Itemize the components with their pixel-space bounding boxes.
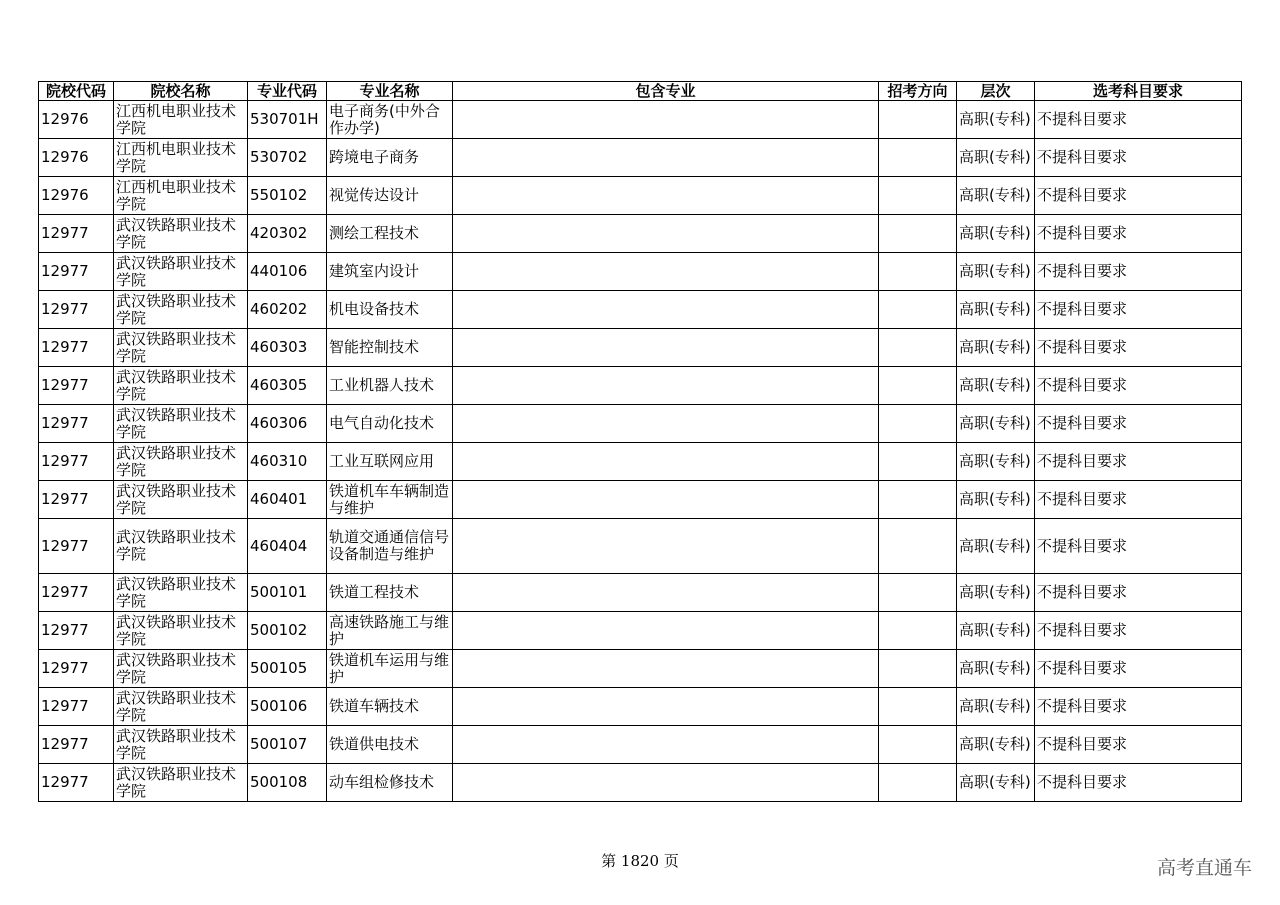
cell-school-name: 武汉铁路职业技术学院	[114, 764, 248, 802]
table-row	[39, 215, 1242, 253]
cell-direction	[879, 291, 957, 329]
table-row	[39, 329, 1242, 367]
table-row	[39, 291, 1242, 329]
cell-subject-requirement: 不提科目要求	[1035, 405, 1242, 443]
cell-level: 高职(专科)	[957, 519, 1035, 574]
cell-school-name: 武汉铁路职业技术学院	[114, 481, 248, 519]
cell-direction	[879, 329, 957, 367]
cell-major-name: 轨道交通通信信号设备制造与维护	[327, 519, 453, 574]
cell-school-code: 12977	[39, 519, 114, 574]
cell-school-name: 江西机电职业技术学院	[114, 177, 248, 215]
cell-school-name: 武汉铁路职业技术学院	[114, 726, 248, 764]
table-row	[39, 405, 1242, 443]
cell-major-name: 铁道车辆技术	[327, 688, 453, 726]
cell-school-name: 武汉铁路职业技术学院	[114, 367, 248, 405]
table-header-row	[39, 82, 1242, 101]
cell-direction	[879, 253, 957, 291]
cell-subject-requirement: 不提科目要求	[1035, 481, 1242, 519]
cell-level: 高职(专科)	[957, 291, 1035, 329]
cell-direction	[879, 443, 957, 481]
cell-major-name: 机电设备技术	[327, 291, 453, 329]
cell-level: 高职(专科)	[957, 367, 1035, 405]
cell-major-code: 460303	[248, 329, 327, 367]
cell-direction	[879, 367, 957, 405]
cell-school-name: 武汉铁路职业技术学院	[114, 574, 248, 612]
cell-major-code: 460305	[248, 367, 327, 405]
cell-subject-requirement: 不提科目要求	[1035, 443, 1242, 481]
cell-school-code: 12976	[39, 101, 114, 139]
cell-direction	[879, 519, 957, 574]
cell-included-majors	[453, 650, 879, 688]
table-row	[39, 367, 1242, 405]
cell-direction	[879, 177, 957, 215]
table-row	[39, 253, 1242, 291]
header-school-code: 院校代码	[39, 82, 114, 101]
cell-school-code: 12976	[39, 139, 114, 177]
cell-included-majors	[453, 329, 879, 367]
cell-major-code: 500101	[248, 574, 327, 612]
cell-school-name: 江西机电职业技术学院	[114, 139, 248, 177]
cell-major-name: 建筑室内设计	[327, 253, 453, 291]
cell-major-name: 测绘工程技术	[327, 215, 453, 253]
cell-included-majors	[453, 101, 879, 139]
cell-major-name: 高速铁路施工与维护	[327, 612, 453, 650]
cell-direction	[879, 215, 957, 253]
cell-school-name: 武汉铁路职业技术学院	[114, 405, 248, 443]
cell-included-majors	[453, 688, 879, 726]
cell-major-code: 500105	[248, 650, 327, 688]
cell-school-code: 12977	[39, 650, 114, 688]
cell-school-name: 武汉铁路职业技术学院	[114, 519, 248, 574]
cell-major-code: 500107	[248, 726, 327, 764]
cell-subject-requirement: 不提科目要求	[1035, 253, 1242, 291]
cell-direction	[879, 726, 957, 764]
cell-school-code: 12977	[39, 726, 114, 764]
cell-subject-requirement: 不提科目要求	[1035, 726, 1242, 764]
table-row	[39, 177, 1242, 215]
cell-level: 高职(专科)	[957, 481, 1035, 519]
cell-subject-requirement: 不提科目要求	[1035, 574, 1242, 612]
cell-direction	[879, 481, 957, 519]
table-row	[39, 612, 1242, 650]
cell-school-code: 12977	[39, 688, 114, 726]
cell-included-majors	[453, 574, 879, 612]
cell-direction	[879, 101, 957, 139]
cell-included-majors	[453, 443, 879, 481]
cell-included-majors	[453, 215, 879, 253]
cell-subject-requirement: 不提科目要求	[1035, 329, 1242, 367]
cell-included-majors	[453, 291, 879, 329]
cell-major-name: 视觉传达设计	[327, 177, 453, 215]
cell-major-name: 跨境电子商务	[327, 139, 453, 177]
cell-level: 高职(专科)	[957, 405, 1035, 443]
cell-level: 高职(专科)	[957, 139, 1035, 177]
cell-level: 高职(专科)	[957, 443, 1035, 481]
cell-level: 高职(专科)	[957, 650, 1035, 688]
cell-direction	[879, 405, 957, 443]
cell-subject-requirement: 不提科目要求	[1035, 139, 1242, 177]
admissions-table	[38, 81, 1242, 802]
cell-included-majors	[453, 177, 879, 215]
cell-school-code: 12977	[39, 481, 114, 519]
header-school-name: 院校名称	[114, 82, 248, 101]
table-row	[39, 101, 1242, 139]
cell-school-name: 江西机电职业技术学院	[114, 101, 248, 139]
table-row	[39, 688, 1242, 726]
header-included-majors: 包含专业	[453, 82, 879, 101]
cell-major-code: 550102	[248, 177, 327, 215]
cell-major-name: 电子商务(中外合作办学)	[327, 101, 453, 139]
cell-level: 高职(专科)	[957, 101, 1035, 139]
cell-major-name: 铁道工程技术	[327, 574, 453, 612]
cell-major-name: 铁道机车运用与维护	[327, 650, 453, 688]
cell-subject-requirement: 不提科目要求	[1035, 101, 1242, 139]
cell-school-code: 12977	[39, 329, 114, 367]
header-level: 层次	[957, 82, 1035, 101]
cell-school-code: 12977	[39, 443, 114, 481]
cell-included-majors	[453, 764, 879, 802]
cell-school-code: 12977	[39, 612, 114, 650]
cell-level: 高职(专科)	[957, 726, 1035, 764]
cell-included-majors	[453, 253, 879, 291]
cell-level: 高职(专科)	[957, 253, 1035, 291]
cell-major-code: 460202	[248, 291, 327, 329]
cell-major-code: 530702	[248, 139, 327, 177]
cell-major-code: 460404	[248, 519, 327, 574]
cell-major-code: 460310	[248, 443, 327, 481]
table-row	[39, 650, 1242, 688]
cell-subject-requirement: 不提科目要求	[1035, 688, 1242, 726]
cell-direction	[879, 574, 957, 612]
header-direction: 招考方向	[879, 82, 957, 101]
cell-major-name: 动车组检修技术	[327, 764, 453, 802]
cell-subject-requirement: 不提科目要求	[1035, 650, 1242, 688]
cell-major-code: 500106	[248, 688, 327, 726]
cell-included-majors	[453, 367, 879, 405]
cell-direction	[879, 650, 957, 688]
table-row	[39, 481, 1242, 519]
cell-major-code: 530701H	[248, 101, 327, 139]
cell-included-majors	[453, 139, 879, 177]
cell-school-code: 12977	[39, 405, 114, 443]
cell-school-code: 12977	[39, 764, 114, 802]
cell-school-code: 12977	[39, 574, 114, 612]
cell-level: 高职(专科)	[957, 574, 1035, 612]
cell-subject-requirement: 不提科目要求	[1035, 215, 1242, 253]
cell-direction	[879, 139, 957, 177]
cell-direction	[879, 688, 957, 726]
cell-major-name: 电气自动化技术	[327, 405, 453, 443]
cell-school-code: 12977	[39, 253, 114, 291]
table-row	[39, 139, 1242, 177]
table-row	[39, 574, 1242, 612]
cell-level: 高职(专科)	[957, 612, 1035, 650]
cell-school-code: 12977	[39, 367, 114, 405]
cell-school-name: 武汉铁路职业技术学院	[114, 612, 248, 650]
cell-school-code: 12976	[39, 177, 114, 215]
cell-school-name: 武汉铁路职业技术学院	[114, 253, 248, 291]
cell-major-name: 工业互联网应用	[327, 443, 453, 481]
cell-major-name: 工业机器人技术	[327, 367, 453, 405]
cell-school-name: 武汉铁路职业技术学院	[114, 329, 248, 367]
cell-level: 高职(专科)	[957, 177, 1035, 215]
cell-subject-requirement: 不提科目要求	[1035, 291, 1242, 329]
cell-subject-requirement: 不提科目要求	[1035, 519, 1242, 574]
cell-major-name: 铁道机车车辆制造与维护	[327, 481, 453, 519]
cell-major-code: 500108	[248, 764, 327, 802]
cell-subject-requirement: 不提科目要求	[1035, 177, 1242, 215]
cell-included-majors	[453, 481, 879, 519]
cell-major-code: 440106	[248, 253, 327, 291]
table-row	[39, 519, 1242, 574]
cell-major-name: 智能控制技术	[327, 329, 453, 367]
cell-major-name: 铁道供电技术	[327, 726, 453, 764]
cell-school-name: 武汉铁路职业技术学院	[114, 650, 248, 688]
cell-direction	[879, 612, 957, 650]
cell-level: 高职(专科)	[957, 329, 1035, 367]
cell-school-name: 武汉铁路职业技术学院	[114, 215, 248, 253]
table-row	[39, 443, 1242, 481]
table-row	[39, 726, 1242, 764]
header-major-name: 专业名称	[327, 82, 453, 101]
cell-included-majors	[453, 519, 879, 574]
cell-major-code: 500102	[248, 612, 327, 650]
header-major-code: 专业代码	[248, 82, 327, 101]
cell-subject-requirement: 不提科目要求	[1035, 367, 1242, 405]
cell-school-name: 武汉铁路职业技术学院	[114, 443, 248, 481]
cell-major-code: 420302	[248, 215, 327, 253]
cell-direction	[879, 764, 957, 802]
cell-level: 高职(专科)	[957, 764, 1035, 802]
page-number: 第 1820 页	[601, 852, 679, 870]
table-body	[39, 101, 1242, 802]
cell-level: 高职(专科)	[957, 215, 1035, 253]
cell-major-code: 460306	[248, 405, 327, 443]
table-row	[39, 764, 1242, 802]
cell-level: 高职(专科)	[957, 688, 1035, 726]
cell-school-code: 12977	[39, 291, 114, 329]
cell-school-name: 武汉铁路职业技术学院	[114, 688, 248, 726]
cell-school-code: 12977	[39, 215, 114, 253]
cell-subject-requirement: 不提科目要求	[1035, 764, 1242, 802]
cell-included-majors	[453, 405, 879, 443]
header-subject-requirement: 选考科目要求	[1035, 82, 1242, 101]
watermark: 高考直通车	[1156, 857, 1252, 879]
cell-major-code: 460401	[248, 481, 327, 519]
cell-subject-requirement: 不提科目要求	[1035, 612, 1242, 650]
cell-included-majors	[453, 726, 879, 764]
cell-school-name: 武汉铁路职业技术学院	[114, 291, 248, 329]
cell-included-majors	[453, 612, 879, 650]
